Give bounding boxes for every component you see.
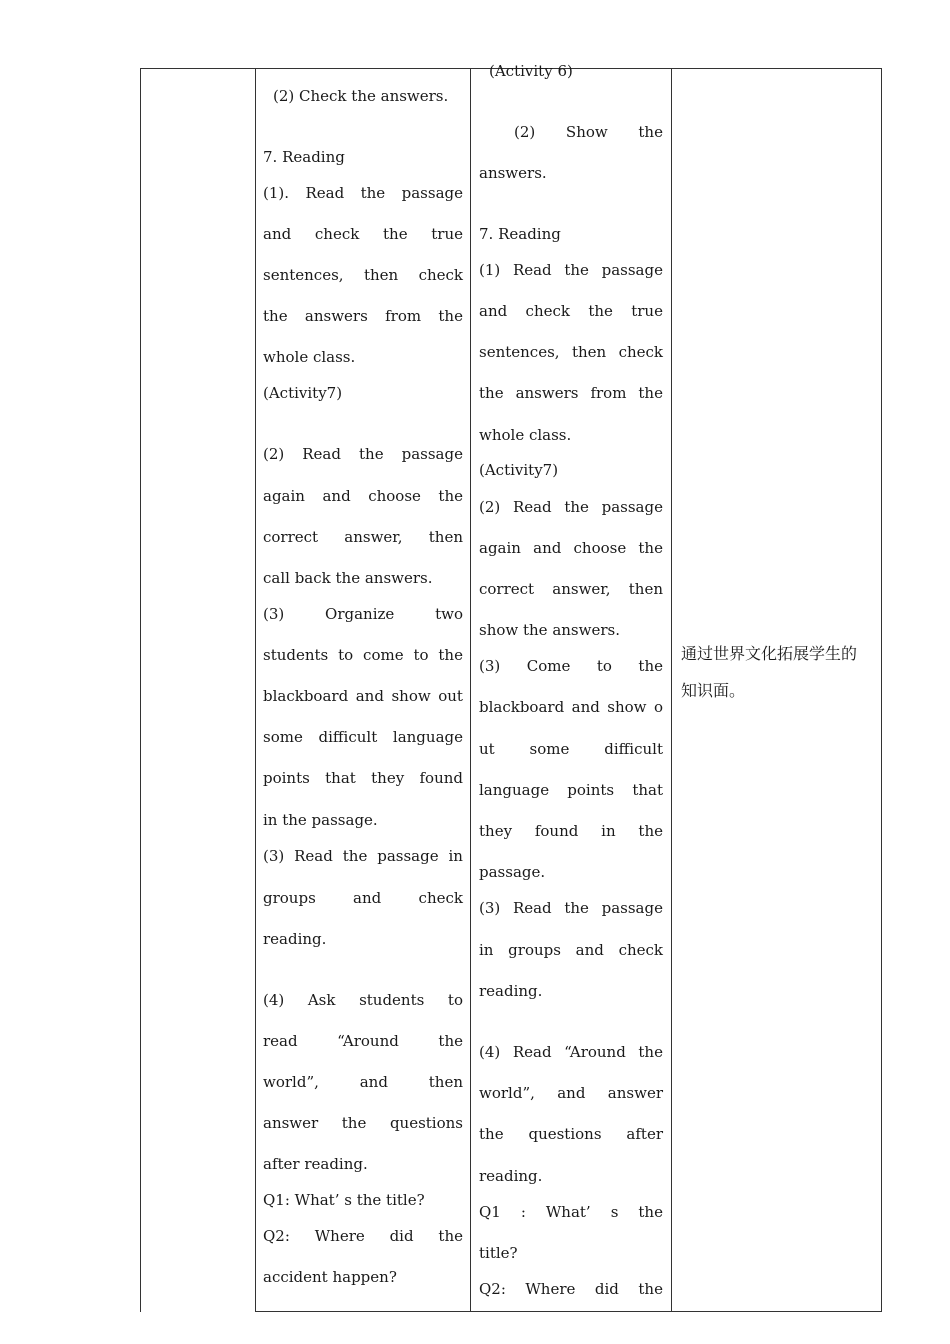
col3-line: (Activity7) (479, 461, 559, 479)
col2-line: (3) Read the passage in (263, 847, 463, 865)
col3-line: Q2: Where did the (479, 1280, 663, 1298)
col3-line: (2) Show the (514, 123, 663, 141)
col3-line: (2) Read the passage (479, 498, 663, 516)
col3-line: (3) Come to the (479, 657, 663, 675)
col3-line: language points that (479, 781, 663, 799)
table-top-border-left (140, 68, 256, 69)
col2-line: read “Around the (263, 1032, 463, 1050)
col3-line: title? (479, 1244, 518, 1262)
design-intent-line-1: 通过世界文化拓展学生的 (681, 644, 858, 663)
col3-line: and check the true (479, 302, 663, 320)
col2-line: (3) Organize two (263, 605, 463, 623)
col3-line: Q1 : What’ s the (479, 1203, 663, 1221)
col2-line: some difficult language (263, 728, 463, 746)
table-left-border (140, 68, 141, 1312)
col2-line: (2) Read the passage (263, 445, 463, 463)
col3-line: 7. Reading (479, 225, 561, 243)
col2-line: whole class. (263, 348, 356, 366)
col3-line: the answers from the (479, 384, 663, 402)
col2-line: 7. Reading (263, 148, 345, 166)
col3-line: answers. (479, 164, 547, 182)
col3-line: (4) Read “Around the (479, 1043, 663, 1061)
col2-line: after reading. (263, 1155, 368, 1173)
col2-line: and check the true (263, 225, 463, 243)
col2-line: again and choose the (263, 487, 463, 505)
col2-line: in the passage. (263, 811, 378, 829)
col3-line: the questions after (479, 1125, 663, 1143)
col3-line: world”, and answer (479, 1084, 663, 1102)
table-right-border (881, 68, 882, 1312)
col3-line: blackboard and show o (479, 698, 663, 716)
design-intent-line-2: 知识面。 (681, 681, 746, 700)
col2-line: call back the answers. (263, 569, 433, 587)
column-divider-1 (255, 68, 256, 1312)
col3-line: again and choose the (479, 539, 663, 557)
design-intent-cell (681, 633, 875, 711)
col2-line: students to come to the (263, 646, 463, 664)
col3-line: show the answers. (479, 621, 620, 639)
col2-line: sentences, then check (263, 266, 463, 284)
col3-line: they found in the (479, 822, 663, 840)
col2-line: points that they found (263, 769, 463, 787)
col3-line: reading. (479, 1167, 543, 1185)
col3-line: (3) Read the passage (479, 899, 663, 917)
col2-line: Q1: What’ s the title? (263, 1191, 425, 1209)
col2-line: world”, and then (263, 1073, 463, 1091)
col3-line: whole class. (479, 426, 572, 444)
col2-line: groups and check (263, 889, 463, 907)
table-bottom-border (255, 1311, 882, 1312)
col3-line: sentences, then check (479, 343, 663, 361)
column-divider-2 (470, 68, 471, 1312)
column-divider-3 (671, 68, 672, 1312)
col2-line: accident happen? (263, 1268, 397, 1286)
col3-line: ut some difficult (479, 740, 663, 758)
col2-line: (1). Read the passage (263, 184, 463, 202)
col3-line: (1) Read the passage (479, 261, 663, 279)
col2-line: correct answer, then (263, 528, 463, 546)
col2-line: (4) Ask students to (263, 991, 463, 1009)
col2-line: the answers from the (263, 307, 463, 325)
col2-line: answer the questions (263, 1114, 463, 1132)
col3-line: reading. (479, 982, 543, 1000)
col2-line: reading. (263, 930, 327, 948)
col2-line: Q2: Where did the (263, 1227, 463, 1245)
col3-line: correct answer, then (479, 580, 663, 598)
col2-line: (2) Check the answers. (273, 87, 449, 105)
col3-line: (Activity 6) (489, 62, 573, 80)
col3-line: passage. (479, 863, 546, 881)
col3-line: in groups and check (479, 941, 663, 959)
col2-line: (Activity7) (263, 384, 343, 402)
col2-line: blackboard and show out (263, 687, 463, 705)
